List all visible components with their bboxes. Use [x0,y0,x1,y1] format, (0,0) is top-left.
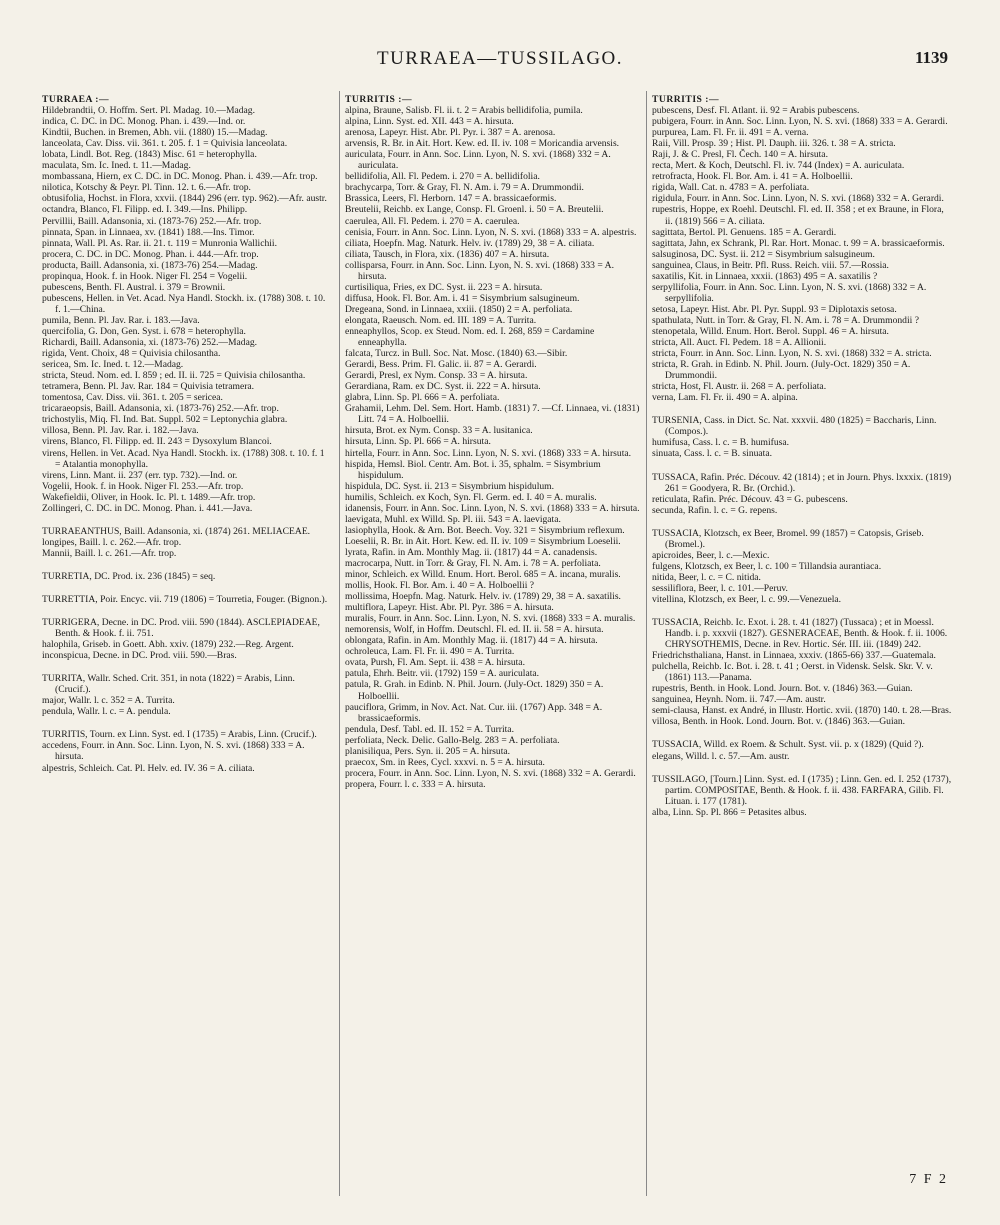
species-entry: producta, Baill. Adansonia, xi. (1873-76) 254.—Madag. [42,259,258,271]
species-entry: Hildebrandtii, O. Hoffm. Sert. Pl. Madag. 10.—Madag. [42,105,255,117]
species-entry: spathulata, Nutt. in Torr. & Gray, Fl. N. Am. i. 78 = A. Drummondii ? [652,314,919,326]
genus-entry: TUSSACIA, Klotzsch, ex Beer, Bromel. 99 (1857) = Catopsis, Griseb. (Bromel.). [652,527,924,550]
species-entry: hirsuta, Linn. Sp. Pl. 666 = A. hirsuta. [345,436,491,448]
species-entry: ochroleuca, Lam. Fl. Fr. ii. 490 = A. Turrita. [345,646,515,658]
species-entry: Loeselii, R. Br. in Ait. Hort. Kew. ed. II. iv. 109 = Sisymbrium Loeselii. [345,535,621,547]
species-entry: sinuata, Cass. l. c. = B. sinuata. [652,448,772,460]
species-entry: stricta, Host, Fl. Austr. ii. 268 = A. perfoliata. [652,381,827,393]
species-entry: arvensis, R. Br. in Ait. Hort. Kew. ed. II. iv. 108 = Moricandia arvensis. [345,138,620,150]
column-left [42,94,332,1194]
species-entry: humilis, Schleich. ex Koch, Syn. Fl. Germ. ed. I. 40 = A. muralis. [345,491,597,503]
species-entry: cenisia, Fourr. in Ann. Soc. Linn. Lyon, N. S. xvi. (1868) 333 = A. alpestris. [345,226,637,238]
species-entry: glabra, Linn. Sp. Pl. 666 = A. perfoliata. [345,392,500,404]
section-heading: TURRAEA :— [42,94,110,105]
species-entry: accedens, Fourr. in Ann. Soc. Linn. Lyon, N. S. xvi. (1868) 333 = A. hirsuta. [42,740,305,763]
species-entry: Richardi, Baill. Adansonia, xi. (1873-76) 252.—Madag. [42,337,258,349]
species-entry: muralis, Fourr. in Ann. Soc. Linn. Lyon, N. S. xvi. (1868) 333 = A. muralis. [345,613,636,625]
genus-entry: TURRETTIA, Poir. Encyc. vii. 719 (1806) = Tourretia, Fouger. (Bignon.). [42,593,328,605]
species-entry: alpina, Braune, Salisb. Fl. ii. t. 2 = Arabis bellidifolia, pumila. [345,105,583,117]
species-entry: pubescens, Benth. Fl. Austral. i. 379 = Brownii. [42,281,226,293]
species-entry: reticulata, Rafin. Préc. Découv. 43 = G. pubescens. [652,493,848,505]
section-heading: TURRITIS :— [652,94,720,105]
species-entry: alpina, Linn. Syst. ed. XII. 443 = A. hirsuta. [345,116,514,128]
species-entry: Pervillii, Baill. Adansonia, xi. (1873-76) 252.—Afr. trop. [42,215,262,227]
species-entry: brachycarpa, Torr. & Gray, Fl. N. Am. i. 79 = A. Drummondii. [345,182,584,194]
species-entry: sessiliflora, Beer, l. c. 101.—Peruv. [652,582,788,594]
species-entry: retrofracta, Hook. Fl. Bor. Am. i. 41 = A. Holboellii. [652,171,853,183]
species-entry: mollis, Hook. Fl. Bor. Am. i. 40 = A. Holboellii ? [345,580,535,592]
species-entry: stenopetala, Willd. Enum. Hort. Berol. Suppl. 46 = A. hirsuta. [652,325,889,337]
species-entry: pumila, Benn. Pl. Jav. Rar. i. 183.—Java. [42,314,200,326]
genus-entry: TURRITA, Wallr. Sched. Crit. 351, in nota (1822) = Arabis, Linn. (Crucif.). [42,673,295,696]
species-entry: virens, Blanco, Fl. Filipp. ed. II. 243 = Dysoxylum Blancoi. [42,436,272,448]
section-heading: TURRITIS :— [345,94,413,105]
species-entry: Raji, J. & C. Presl, Fl. Čech. 140 = A. hirsuta. [652,149,828,161]
species-entry: Gerardi, Presl, ex Nym. Consp. 33 = A. hirsuta. [345,370,528,382]
genus-entry: TURRETIA, DC. Prod. ix. 236 (1845) = seq. [42,570,216,582]
species-entry: minor, Schleich. ex Willd. Enum. Hort. Berol. 685 = A. incana, muralis. [345,569,621,581]
species-entry: sanguinea, Heynh. Nom. ii. 747.—Am. austr. [652,694,826,706]
species-entry: Brassica, Leers, Fl. Herborn. 147 = A. brassicaeformis. [345,193,557,205]
species-entry: ovata, Pursh, Fl. Am. Sept. ii. 438 = A. hirsuta. [345,657,525,669]
species-entry: indica, C. DC. in DC. Monog. Phan. i. 439.—Ind. or. [42,116,246,128]
species-entry: propinqua, Hook. f. in Hook. Niger Fl. 254 = Vogelii. [42,270,248,282]
species-entry: pubigera, Fourr. in Ann. Soc. Linn. Lyon, N. S. xvi. (1868) 333 = A. Gerardi. [652,116,948,128]
species-entry: villosa, Benth. in Hook. Lond. Journ. Bot. v. (1846) 363.—Guian. [652,716,906,728]
genus-entry: TURRAEANTHUS, Baill. Adansonia, xi. (1874) 261. MELIACEAE. [42,525,311,537]
species-entry: auriculata, Fourr. in Ann. Soc. Linn. Lyon, N. S. xvi. (1868) 332 = A. auriculata. [345,149,611,172]
species-entry: Friedrichsthaliana, Hanst. in Linnaea, xxxiv. (1865-66) 337.—Guatemala. [652,650,936,662]
species-entry: pubescens, Hellen. in Vet. Acad. Nya Handl. Stockh. ix. (1788) 308. t. 10. f. 1.—China. [42,292,326,315]
species-entry: hirtella, Fourr. in Ann. Soc. Linn. Lyon, N. S. xvi. (1868) 333 = A. hirsuta. [345,447,632,459]
species-entry: mollissima, Hoepfn. Mag. Naturk. Helv. iv. (1789) 29, 38 = A. saxatilis. [345,591,621,603]
species-entry: apicroides, Beer, l. c.—Mexic. [652,549,770,561]
signature-mark: 7 F 2 [909,1172,948,1187]
species-entry: procera, C. DC. in DC. Monog. Phan. i. 444.—Afr. trop. [42,248,259,260]
column-middle [345,94,640,1194]
species-entry: Gerardi, Bess. Prim. Fl. Galic. ii. 87 = A. Gerardi. [345,359,537,371]
species-entry: patula, R. Grah. in Edinb. N. Phil. Journ. (July-Oct. 1829) 350 = A. Holboellii. [345,679,604,702]
species-entry: halophila, Griseb. in Goett. Abh. xxiv. (1879) 232.—Reg. Argent. [42,639,294,651]
species-entry: rupestris, Hoppe, ex Roehl. Deutschl. Fl. ed. II. 358 ; et ex Braune, in Flora, ii. (1819) 566 = A. ciliata. [652,204,944,227]
species-entry: multiflora, Lapeyr. Hist. Abr. Pl. Pyr. 386 = A. hirsuta. [345,602,554,614]
genus-entry: TURRITIS, Tourn. ex Linn. Syst. ed. I (1735) = Arabis, Linn. (Crucif.). [42,729,317,741]
species-entry: recta, Mert. & Koch, Deutschl. Fl. iv. 744 (Index) = A. auriculata. [652,160,905,172]
genus-entry: TUSSACA, Rafin. Préc. Découv. 42 (1814) ; et in Journ. Phys. lxxxix. (1819) 261 = Goodyera, R. Br. (Orchid.). [652,471,952,494]
species-entry: maculata, Sm. Ic. Ined. t. 11.—Madag. [42,160,191,172]
species-entry: laevigata, Muhl. ex Willd. Sp. Pl. iii. 543 = A. laevigata. [345,513,561,525]
species-entry: sericea, Sm. Ic. Ined. t. 12.—Madag. [42,359,184,371]
species-entry: elongata, Raeusch. Nom. ed. III. 189 = A. Turrita. [345,314,537,326]
species-entry: villosa, Benn. Pl. Jav. Rar. i. 182.—Java. [42,425,199,437]
species-entry: verna, Lam. Fl. Fr. ii. 490 = A. alpina. [652,392,798,404]
species-entry: macrocarpa, Nutt. in Torr. & Gray, Fl. N. Am. i. 78 = A. perfoliata. [345,557,601,569]
species-entry: inconspicua, Decne. in DC. Prod. viii. 590.—Bras. [42,650,237,662]
species-entry: tetramera, Benn. Pl. Jav. Rar. 184 = Quivisia tetramera. [42,381,255,393]
species-entry: Mannii, Baill. l. c. 261.—Afr. trop. [42,547,177,559]
species-entry: major, Wallr. l. c. 352 = A. Turrita. [42,695,175,707]
genus-entry: TUSSACIA, Reichb. Ic. Exot. i. 28. t. 41 (1827) (Tussaca) ; et in Moessl. Handb. i. p. xxxvii (1827). GESNERACEAE, Benth. & Hook. f. ii. 1006. CHRYSOTHEMIS, Decne. in Rev. Hortic. Sér. III. iii. (1849) 242. [652,617,948,651]
species-entry: alba, Linn. Sp. Pl. 866 = Petasites albus. [652,806,807,818]
species-entry: Gerardiana, Ram. ex DC. Syst. ii. 222 = A. hirsuta. [345,381,541,393]
species-entry: salsuginosa, DC. Syst. ii. 212 = Sisymbrium salsugineum. [652,248,875,260]
species-entry: secunda, Rafin. l. c. = G. repens. [652,504,778,516]
species-entry: collisparsa, Fourr. in Ann. Soc. Linn. Lyon, N. S. xvi. (1868) 333 = A. hirsuta. [345,259,614,282]
species-entry: tricaraeopsis, Baill. Adansonia, xi. (1873-76) 252.—Afr. trop. [42,403,279,415]
species-entry: lasiophylla, Hook. & Arn. Bot. Beech. Voy. 321 = Sisymbrium reflexum. [345,524,625,536]
species-entry: pauciflora, Grimm, in Nov. Act. Nat. Cur. iii. (1767) App. 348 = A. brassicaeformis. [345,701,603,724]
species-entry: planisiliqua, Pers. Syn. ii. 205 = A. hirsuta. [345,745,511,757]
species-entry: arenosa, Lapeyr. Hist. Abr. Pl. Pyr. i. 387 = A. arenosa. [345,127,556,139]
species-entry: pubescens, Desf. Fl. Atlant. ii. 92 = Arabis pubescens. [652,105,860,117]
column-right [652,94,952,1194]
species-entry: lanceolata, Cav. Diss. vii. 361. t. 205. f. 1 = Quivisia lanceolata. [42,138,288,150]
species-entry: falcata, Turcz. in Bull. Soc. Nat. Mosc. (1840) 63.—Sibir. [345,348,568,360]
genus-entry: TURSENIA, Cass. in Dict. Sc. Nat. xxxvii. 480 (1825) = Baccharis, Linn. (Compos.). [652,415,937,438]
species-entry: propera, Fourr. l. c. 333 = A. hirsuta. [345,778,486,790]
species-entry: octandra, Blanco, Fl. Filipp. ed. I. 349.—Ins. Philipp. [42,204,248,216]
column-divider [646,91,647,1196]
column-divider [339,91,340,1196]
species-entry: stricta, Fourr. in Ann. Soc. Linn. Lyon, N. S. xvi. (1868) 332 = A. stricta. [652,348,932,360]
species-entry: pinnata, Wall. Pl. As. Rar. ii. 21. t. 119 = Munronia Wallichii. [42,237,277,249]
species-entry: Grahamii, Lehm. Del. Sem. Hort. Hamb. (1831) 7. —Cf. Linnaea, vi. (1831) Litt. 74 = A. Holboellii. [345,403,640,426]
page-number: 1139 [914,48,948,67]
species-entry: humifusa, Cass. l. c. = B. humifusa. [652,437,790,449]
species-entry: trichostylis, Miq. Fl. Ind. Bat. Suppl. 502 = Leptonychia glabra. [42,414,288,426]
species-entry: nitida, Beer, l. c. = C. nitida. [652,571,761,583]
species-entry: elegans, Willd. l. c. 57.—Am. austr. [652,750,790,762]
species-entry: nilotica, Kotschy & Peyr. Pl. Tinn. 12. t. 6.—Afr. trop. [42,182,251,194]
species-entry: pinnata, Span. in Linnaea, xv. (1841) 188.—Ins. Timor. [42,226,255,238]
species-entry: Breutelii, Reichb. ex Lange, Consp. Fl. Groenl. i. 50 = A. Breutelii. [345,204,604,216]
species-entry: lyrata, Rafin. in Am. Monthly Mag. ii. (1817) 44 = A. canadensis. [345,546,598,558]
species-entry: rigida, Wall. Cat. n. 4783 = A. perfoliata. [652,182,810,194]
species-entry: purpurea, Lam. Fl. Fr. ii. 491 = A. verna. [652,127,809,139]
species-entry: sagittata, Jahn, ex Schrank, Pl. Rar. Hort. Monac. t. 99 = A. brassicaeformis. [652,237,945,249]
genus-entry: TUSSACIA, Willd. ex Roem. & Schult. Syst. vii. p. x (1829) (Quid ?). [652,739,924,751]
species-entry: oblongata, Rafin. in Am. Monthly Mag. ii. (1817) 44 = A. hirsuta. [345,635,598,647]
species-entry: semi-clausa, Hanst. ex André, in Illustr. Hortic. xvii. (1870) 140. t. 28.—Bras. [652,705,952,717]
species-entry: pendula, Wallr. l. c. = A. pendula. [42,706,171,718]
species-entry: ciliata, Tausch, in Flora, xix. (1836) 407 = A. hirsuta. [345,248,550,260]
species-entry: rupestris, Benth. in Hook. Lond. Journ. Bot. v. (1846) 363.—Guian. [652,683,913,695]
species-entry: longipes, Baill. l. c. 262.—Afr. trop. [42,536,182,548]
species-entry: virens, Linn. Mant. ii. 237 (err. typ. 732).—Ind. or. [42,469,238,481]
species-entry: setosa, Lapeyr. Hist. Abr. Pl. Pyr. Suppl. 93 = Diplotaxis setosa. [652,303,897,315]
species-entry: hispida, Hemsl. Biol. Centr. Am. Bot. i. 35, sphalm. = Sisymbrium hispidulum. [345,458,601,481]
species-entry: ciliata, Hoepfn. Mag. Naturk. Helv. iv. (1789) 29, 38 = A. ciliata. [345,237,595,249]
species-entry: enneaphyllos, Scop. ex Steud. Nom. ed. I. 268, 859 = Cardamine enneaphylla. [345,325,595,349]
species-entry: pendula, Desf. Tabl. ed. II. 152 = A. Turrita. [345,723,514,735]
species-entry: virens, Hellen. in Vet. Acad. Nya Handl. Stockh. ix. (1788) 308. t. 10. f. 1 = Atalantia monophylla. [42,447,325,470]
running-title: TURRAEA—TUSSILAGO. [376,48,624,69]
species-entry: stricta, Steud. Nom. ed. I. 859 ; ed. II. ii. 725 = Quivisia chilosantha. [42,370,306,382]
species-entry: vitellina, Klotzsch, ex Beer, l. c. 99.—Venezuela. [652,593,842,605]
species-entry: Vogelii, Hook. f. in Hook. Niger Fl. 253.—Afr. trop. [42,480,244,492]
page-header [0,48,1000,76]
species-entry: diffusa, Hook. Fl. Bor. Am. i. 41 = Sisymbrium salsugineum. [345,292,580,304]
species-entry: alpestris, Schleich. Cat. Pl. Helv. ed. IV. 36 = A. ciliata. [42,762,255,774]
species-entry: curtisiliqua, Fries, ex DC. Syst. ii. 223 = A. hirsuta. [345,281,543,293]
species-entry: idanensis, Fourr. in Ann. Soc. Linn. Lyon, N. S. xvi. (1868) 333 = A. hirsuta. [345,502,640,514]
species-entry: mombassana, Hiern, ex C. DC. in DC. Monog. Phan. i. 439.—Afr. trop. [42,171,318,183]
species-entry: hirsuta, Brot. ex Nym. Consp. 33 = A. lusitanica. [345,425,533,437]
species-entry: caerulea, All. Fl. Pedem. i. 270 = A. caerulea. [345,215,520,227]
species-entry: Wakefieldii, Oliver, in Hook. Ic. Pl. t. 1489.—Afr. trop. [42,491,256,503]
species-entry: saxatilis, Kit. in Linnaea, xxxii. (1863) 495 = A. saxatilis ? [652,270,878,282]
species-entry: nemorensis, Wolf, in Hoffm. Deutschl. Fl. ed. II. ii. 58 = A. hirsuta. [345,624,604,636]
species-entry: sagittata, Bertol. Pl. Genuens. 185 = A. Gerardi. [652,226,837,238]
species-entry: Raii, Vill. Prosp. 39 ; Hist. Pl. Dauph. iii. 326. t. 38 = A. stricta. [652,138,896,150]
species-entry: hispidula, DC. Syst. ii. 213 = Sisymbrium hispidulum. [345,480,555,492]
species-entry: Kindtii, Buchen. in Bremen, Abh. vii. (1880) 15.—Madag. [42,127,268,139]
species-entry: perfoliata, Neck. Delic. Gallo-Belg. 283 = A. perfoliata. [345,734,560,746]
species-entry: tomentosa, Cav. Diss. vii. 361. t. 205 = sericea. [42,392,223,404]
species-entry: rigida, Vent. Choix, 48 = Quivisia chilosantha. [42,348,221,360]
species-entry: Zollingeri, C. DC. in DC. Monog. Phan. i. 441.—Java. [42,502,253,514]
species-entry: fulgens, Klotzsch, ex Beer, l. c. 100 = Tillandsia aurantiaca. [652,560,882,572]
species-entry: bellidifolia, All. Fl. Pedem. i. 270 = A. bellidifolia. [345,171,540,183]
genus-entry: TURRIGERA, Decne. in DC. Prod. viii. 590 (1844). ASCLEPIADEAE, Benth. & Hook. f. ii. 751. [42,617,320,640]
species-entry: procera, Fourr. in Ann. Soc. Linn. Lyon, N. S. xvi. (1868) 332 = A. Gerardi. [345,767,636,779]
species-entry: sanguinea, Claus, in Beitr. Pfl. Russ. Reich. viii. 57.—Rossia. [652,259,889,271]
species-entry: patula, Ehrh. Beitr. vii. (1792) 159 = A. auriculata. [345,668,540,680]
species-entry: praecox, Sm. in Rees, Cycl. xxxvi. n. 5 = A. hirsuta. [345,756,545,768]
species-entry: rigidula, Fourr. in Ann. Soc. Linn. Lyon, N. S. xvi. (1868) 332 = A. Gerardi. [652,193,944,205]
species-entry: stricta, All. Auct. Fl. Pedem. 18 = A. Allionii. [652,337,827,349]
species-entry: serpyllifolia, Fourr. in Ann. Soc. Linn. Lyon, N. S. xvi. (1868) 332 = A. serpyllifolia. [652,281,927,304]
species-entry: pulchella, Reichb. Ic. Bot. i. 28. t. 41 ; Oerst. in Vidensk. Selsk. Skr. V. v. (1861) 113.—Panama. [652,661,933,684]
genus-entry: TUSSILAGO, [Tourn.] Linn. Syst. ed. I (1735) ; Linn. Gen. ed. I. 252 (1737), partim. COMPOSITAE, Benth. & Hook. f. ii. 438. FARFARA, Gilib. Fl. Lituan. i. 177 (1781). [652,773,952,807]
species-entry: quercifolia, G. Don, Gen. Syst. i. 678 = heterophylla. [42,325,246,337]
species-entry: Dregeana, Sond. in Linnaea, xxiii. (1850) 2 = A. perfoliata. [345,303,573,315]
species-entry: lobata, Lindl. Bot. Reg. (1843) Misc. 61 = heterophylla. [42,149,257,161]
species-entry: stricta, R. Grah. in Edinb. N. Phil. Journ. (July-Oct. 1829) 350 = A. Drummondii. [652,359,911,382]
species-entry: obtusifolia, Hochst. in Flora, xxvii. (1844) 296 (err. typ. 962).—Afr. austr. [42,193,327,205]
